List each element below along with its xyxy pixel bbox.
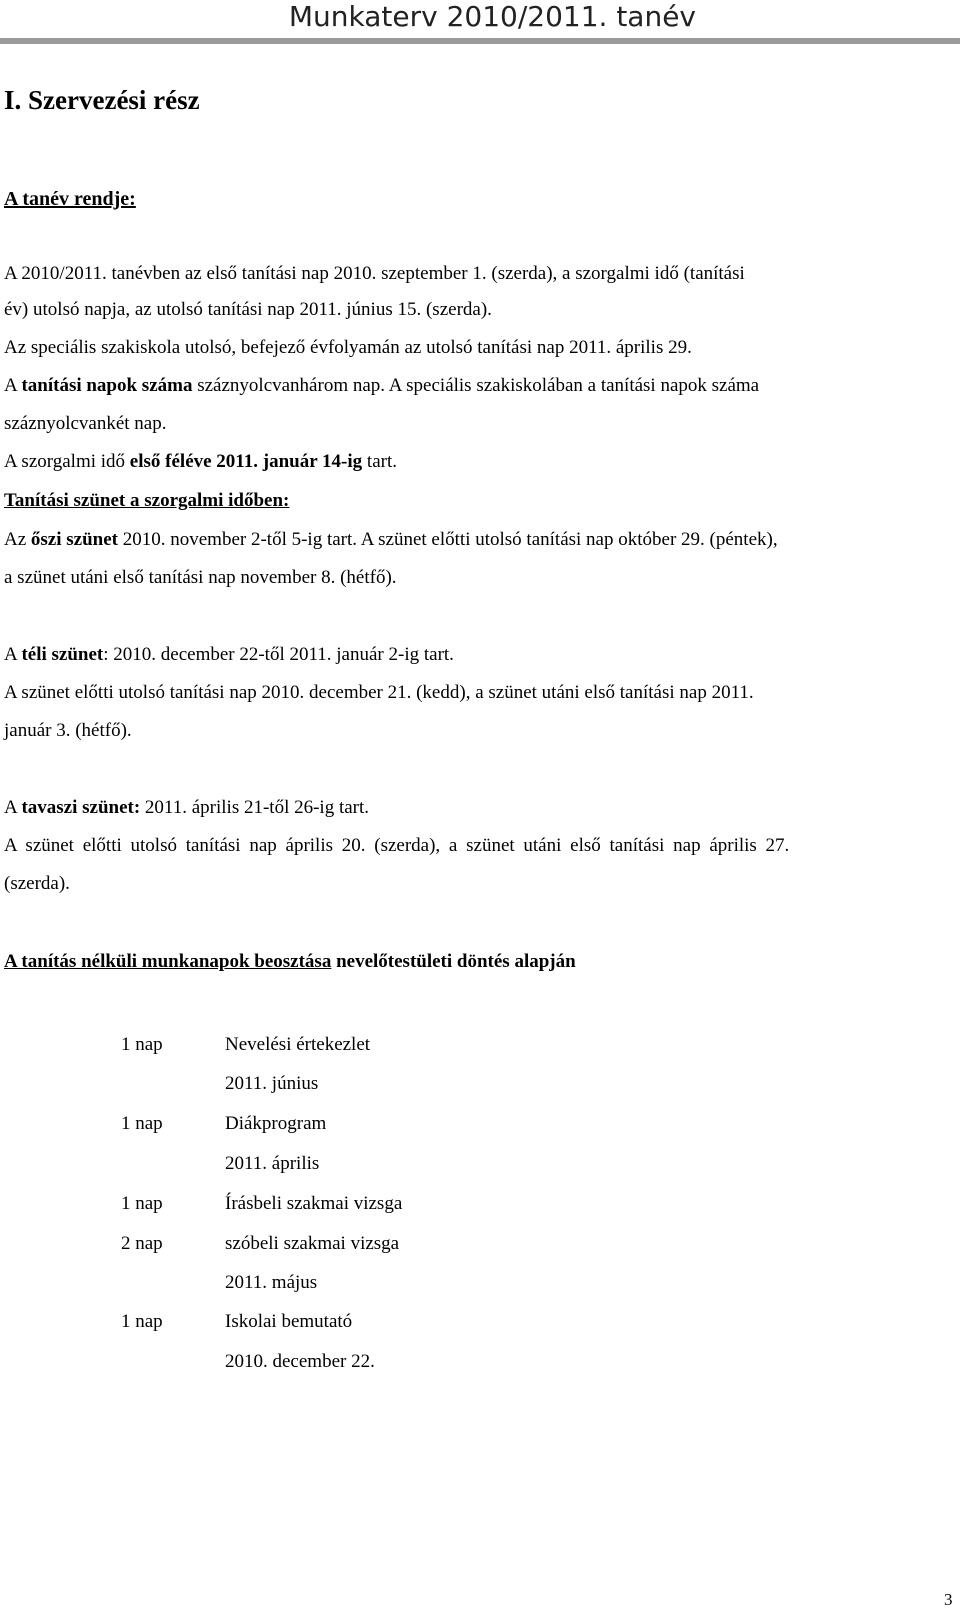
row-days: 2 nap xyxy=(121,1233,163,1254)
paragraph-line: A szünet előtti utolsó tanítási nap 2010. december 21. (kedd), a szünet utáni első tanítási nap 2011. xyxy=(4,682,754,703)
paragraph-line: a szünet utáni első tanítási nap november 8. (hétfő). xyxy=(4,567,397,588)
row-label: 2011. április xyxy=(225,1153,320,1174)
row-days: 1 nap xyxy=(121,1034,163,1055)
paragraph-line: száznyolcvankét nap. xyxy=(4,413,167,434)
paragraph-line xyxy=(4,374,759,398)
text-run: A xyxy=(4,375,22,396)
paragraph-line: év) utolsó napja, az utolsó tanítási nap 2011. június 15. (szerda). xyxy=(4,299,492,320)
heading-rest: nevelőtestületi döntés alapján xyxy=(331,951,576,972)
szunet-heading: Tanítási szünet a szorgalmi időben: xyxy=(4,490,290,511)
row-label: szóbeli szakmai vizsga xyxy=(225,1233,400,1254)
bold-text-run: tanítási napok száma xyxy=(21,375,193,396)
paragraph-line xyxy=(4,796,369,820)
text-run: 2011. április 21-től 26-ig tart. xyxy=(140,797,370,818)
row-label: Iskolai bemutató xyxy=(225,1311,353,1332)
text-run: A xyxy=(4,644,22,665)
row-label: 2010. december 22. xyxy=(225,1351,375,1372)
row-label: 2011. június xyxy=(225,1073,319,1094)
bold-text-run: őszi szünet xyxy=(30,529,118,550)
row-days: 1 nap xyxy=(121,1193,163,1214)
text-run: Az xyxy=(4,529,31,550)
section-title: I. Szervezési rész xyxy=(4,85,200,115)
paragraph-line xyxy=(4,643,454,667)
row-label: Diákprogram xyxy=(225,1113,327,1134)
paragraph-line xyxy=(4,528,778,552)
underlined-heading-part: A tanítás nélküli munkanapok beosztása xyxy=(4,951,332,972)
running-header: Munkaterv 2010/2011. tanév xyxy=(288,0,696,33)
text-run: A szorgalmi idő xyxy=(4,451,130,472)
text-run: : 2010. december 22-től 2011. január 2-ig tart. xyxy=(103,644,454,665)
text-run: A xyxy=(4,797,22,818)
row-days: 1 nap xyxy=(121,1113,163,1134)
paragraph-line: Az speciális szakiskola utolsó, befejező évfolyamán az utolsó tanítási nap 2011. április 29. xyxy=(4,337,692,358)
bold-text-run: tavaszi szünet: xyxy=(21,797,141,818)
paragraph-line: (szerda). xyxy=(4,873,70,894)
row-label: Írásbeli szakmai vizsga xyxy=(225,1193,403,1214)
bold-text-run: első féléve 2011. január 14-ig xyxy=(129,451,363,472)
row-label: 2011. május xyxy=(225,1272,318,1293)
bold-text-run: téli szünet xyxy=(21,644,104,665)
text-run: tart. xyxy=(362,451,397,472)
paragraph-line xyxy=(4,450,397,474)
paragraph-line: január 3. (hétfő). xyxy=(4,720,132,741)
page-number: 3 xyxy=(944,1590,953,1609)
row-days: 1 nap xyxy=(121,1311,163,1332)
paragraph-line: A szünet előtti utolsó tanítási nap április 20. (szerda), a szünet utáni első tanítási nap április 27. xyxy=(4,835,790,856)
munkanap-heading xyxy=(4,950,576,974)
text-run: száznyolcvanhárom nap. A speciális szakiskolában a tanítási napok száma xyxy=(192,375,760,396)
text-run: 2010. november 2-től 5-ig tart. A szünet előtti utolsó tanítási nap október 29. (péntek), xyxy=(117,529,778,550)
tanev-rendje-heading: A tanév rendje: xyxy=(4,188,136,210)
row-label: Nevelési értekezlet xyxy=(225,1034,371,1055)
paragraph-line: A 2010/2011. tanévben az első tanítási nap 2010. szeptember 1. (szerda), a szorgalmi idő (tanítási xyxy=(4,263,745,284)
header-rule xyxy=(0,38,960,44)
